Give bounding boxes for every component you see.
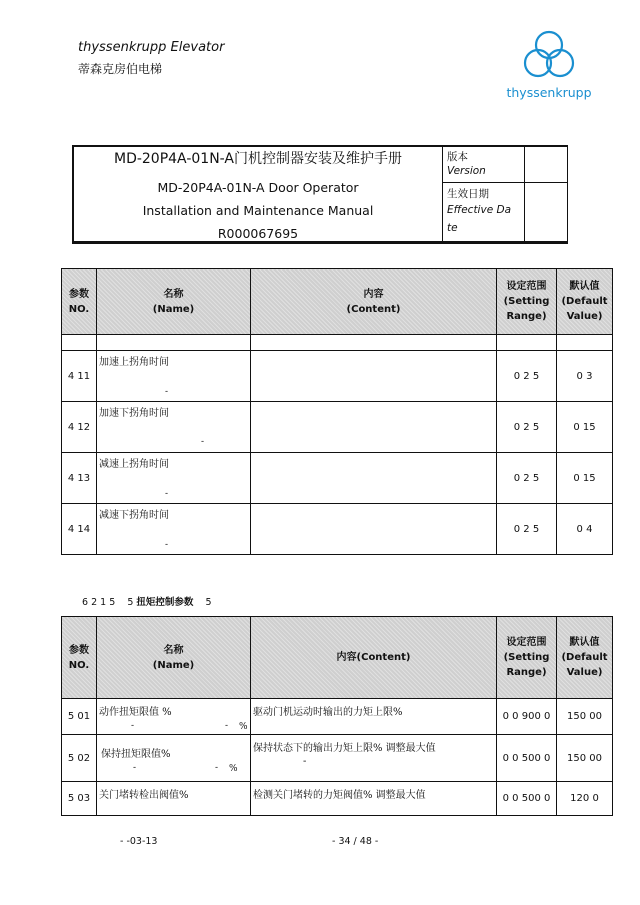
- header-setting-range: 设定范围 (Setting Range): [497, 617, 557, 699]
- header-name: 名称 (Name): [97, 269, 251, 335]
- table-row: [62, 453, 613, 504]
- header-setting-range: 设定范围 (Setting Range): [497, 269, 557, 335]
- param-no: 5 03: [62, 782, 97, 816]
- header-default-value: 默认值 (Default Value): [557, 617, 613, 699]
- param-default: 0 3: [557, 351, 613, 402]
- thyssenkrupp-rings-icon: [521, 28, 577, 84]
- param-content: 驱动门机运动时输出的力矩上限%: [251, 699, 497, 735]
- table-spacer-row: [62, 335, 613, 351]
- company-name-cn: 蒂森克房伯电梯: [78, 62, 163, 76]
- document-title-en-2: Installation and Maintenance Manual: [142, 203, 374, 218]
- table-row: [62, 504, 613, 555]
- footer-date: - -03-13: [120, 836, 158, 847]
- parameter-table-1: [61, 268, 613, 555]
- param-default: 120 0: [557, 782, 613, 816]
- param-name: 加速下拐角时间 -: [97, 402, 251, 453]
- param-name: 动作扭矩限值 % - - %: [97, 699, 251, 735]
- param-content: [251, 402, 497, 453]
- effective-date-label-en: Effective Da: [447, 204, 512, 216]
- param-range: 0 2 5: [497, 504, 557, 555]
- document-title-en-1: MD-20P4A-01N-A Door Operator: [157, 180, 359, 195]
- param-content: 保持状态下的输出力矩上限% 调整最大值 -: [251, 735, 497, 782]
- header-content: 内容(Content): [251, 617, 497, 699]
- param-no: 4 14: [62, 504, 97, 555]
- param-content: 检测关门堵转的力矩阀值% 调整最大值: [251, 782, 497, 816]
- param-default: 150 00: [557, 735, 613, 782]
- header-param-no: 参数 NO.: [62, 269, 97, 335]
- header-name: 名称 (Name): [97, 617, 251, 699]
- header-default-value: 默认值 (Default Value): [557, 269, 613, 335]
- document-code: R000067695: [217, 226, 299, 241]
- effective-date-label-en-2: te: [447, 222, 458, 234]
- param-default: 0 15: [557, 453, 613, 504]
- param-range: 0 0 500 0: [497, 782, 557, 816]
- param-content: [251, 351, 497, 402]
- parameter-table-2: [61, 616, 613, 816]
- company-name-en: thyssenkrupp Elevator: [78, 40, 225, 55]
- section-heading: 6 2 1 5 5 扭矩控制参数 5: [82, 597, 212, 608]
- header-param-no: 参数 NO.: [62, 617, 97, 699]
- param-content: [251, 504, 497, 555]
- param-range: 0 2 5: [497, 402, 557, 453]
- effective-date-label-cn: 生效日期: [447, 188, 489, 200]
- param-range: 0 0 900 0: [497, 699, 557, 735]
- page-number: - 34 / 48 -: [332, 836, 379, 847]
- param-name: 加速上拐角时间 -: [97, 351, 251, 402]
- param-no: 5 01: [62, 699, 97, 735]
- param-no: 5 02: [62, 735, 97, 782]
- company-logo: [504, 28, 594, 108]
- param-default: 0 15: [557, 402, 613, 453]
- table-row: [62, 782, 613, 816]
- param-range: 0 2 5: [497, 351, 557, 402]
- version-label-cn: 版本: [447, 151, 468, 163]
- param-name: 减速上拐角时间 -: [97, 453, 251, 504]
- param-name: 关门堵转检出阀值%: [97, 782, 251, 816]
- table-row: [62, 735, 613, 782]
- param-range: 0 0 500 0: [497, 735, 557, 782]
- param-no: 4 12: [62, 402, 97, 453]
- document-title-cn: MD-20P4A-01N-A门机控制器安装及维护手册: [113, 151, 402, 167]
- table-row: [62, 351, 613, 402]
- param-no: 4 13: [62, 453, 97, 504]
- header-content: 内容 (Content): [251, 269, 497, 335]
- param-name: 减速下拐角时间 -: [97, 504, 251, 555]
- table-row: [62, 699, 613, 735]
- param-range: 0 2 5: [497, 453, 557, 504]
- param-default: 0 4: [557, 504, 613, 555]
- param-name: 保持扭矩限值% - - %: [97, 735, 251, 782]
- table-row: [62, 402, 613, 453]
- version-label-en: Version: [447, 165, 486, 177]
- param-content: [251, 453, 497, 504]
- param-no: 4 11: [62, 351, 97, 402]
- logo-wordmark: thyssenkrupp: [506, 85, 592, 100]
- param-default: 150 00: [557, 699, 613, 735]
